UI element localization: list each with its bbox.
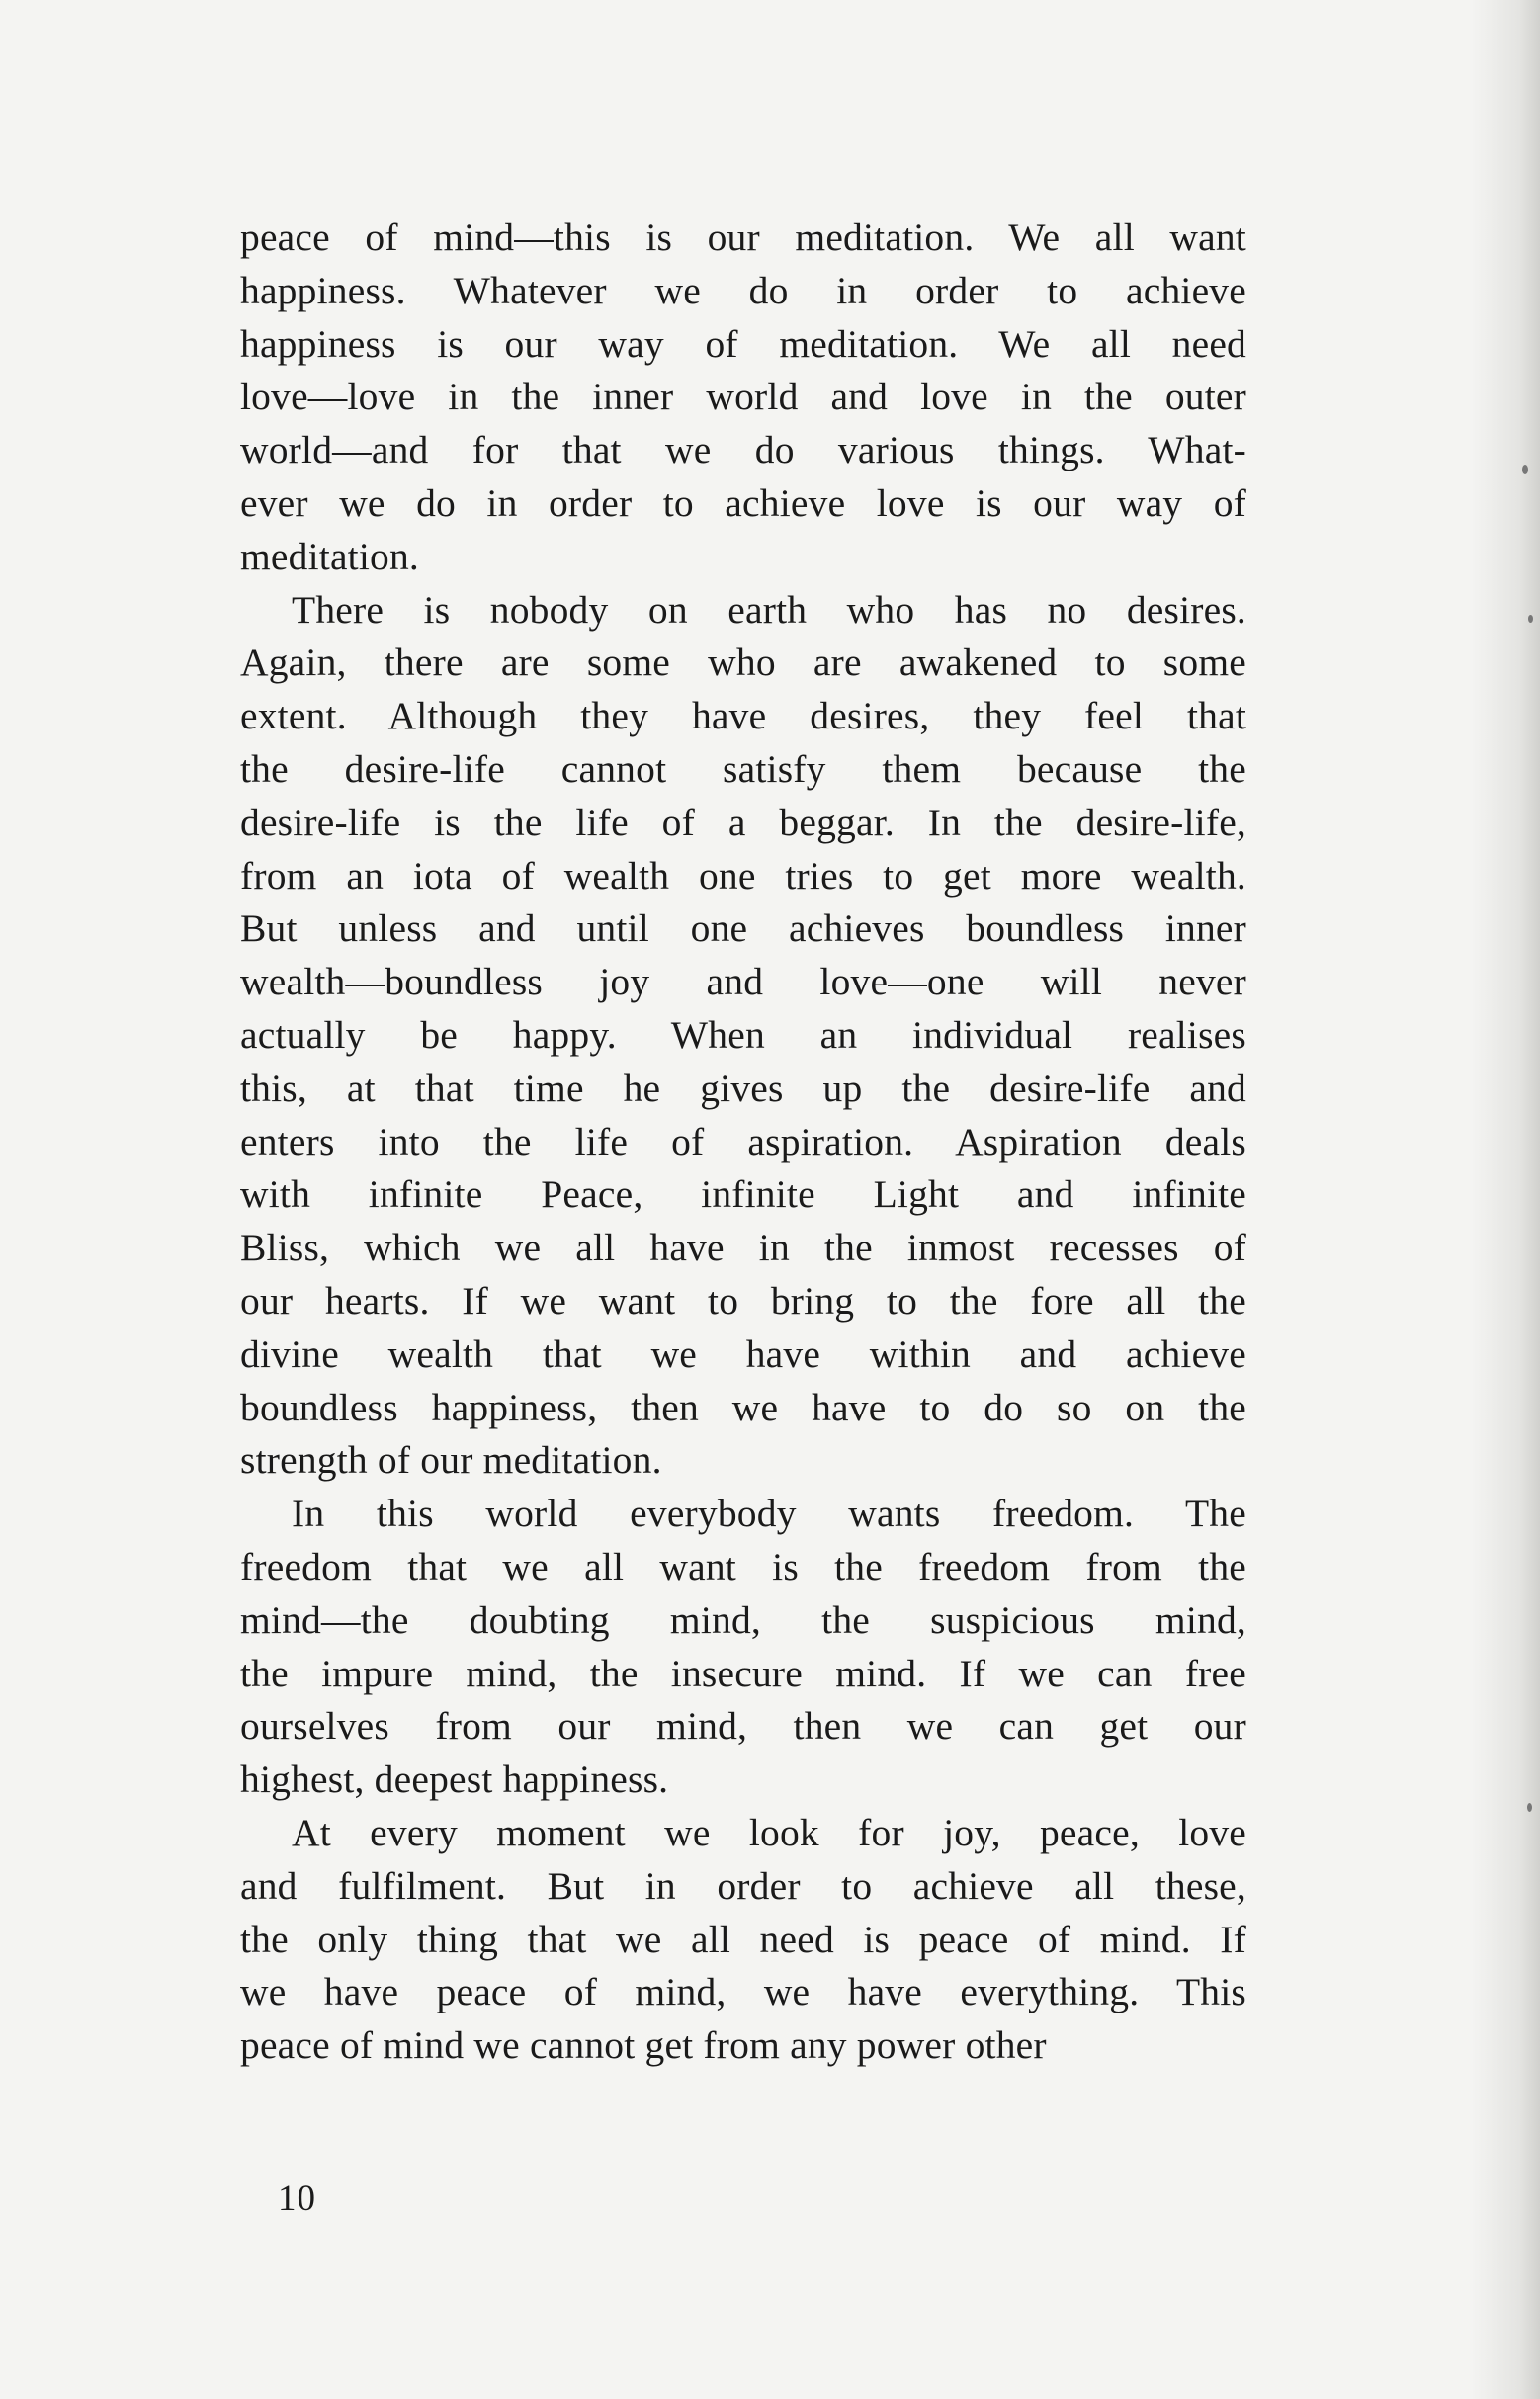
body-text: [240, 212, 1246, 2073]
text-line: freedom that we all want is the freedom from the: [240, 1544, 1246, 1588]
paper-speck: [1527, 1803, 1532, 1812]
text-line: and fulfilment. But in order to achieve all these,: [240, 1863, 1246, 1908]
text-line: mind—the doubting mind, the suspicious mind,: [240, 1597, 1246, 1642]
paragraph: [240, 584, 1246, 1489]
text-line: ourselves from our mind, then we can get our: [240, 1704, 1246, 1749]
text-line: the desire-life cannot satisfy them because the: [240, 746, 1246, 791]
text-line: meditation.: [240, 534, 420, 578]
text-line: the impure mind, the insecure mind. If we can free: [240, 1651, 1246, 1695]
text-line: wealth—boundless joy and love—one will never: [240, 960, 1246, 1004]
paragraph: [240, 1488, 1246, 1807]
paper-speck: [1528, 615, 1533, 623]
paper-speck: [1522, 465, 1528, 474]
text-line: boundless happiness, then we have to do so on the: [240, 1385, 1246, 1429]
text-line: strength of our meditation.: [240, 1438, 662, 1483]
text-line: peace of mind—this is our meditation. We all want: [240, 215, 1246, 259]
page-number: 10: [278, 2179, 316, 2219]
text-line: we have peace of mind, we have everything. This: [240, 1970, 1246, 2014]
text-line: highest, deepest happiness.: [240, 1757, 669, 1802]
text-line: actually be happy. When an individual realises: [240, 1012, 1246, 1057]
paragraph: [240, 212, 1246, 584]
text-line: desire-life is the life of a beggar. In the desire-life,: [240, 800, 1246, 844]
text-line: But unless and until one achieves boundless inner: [240, 906, 1246, 951]
text-line: At every moment we look for joy, peace, love: [292, 1810, 1246, 1854]
text-line: happiness. Whatever we do in order to achieve: [240, 268, 1246, 312]
text-line: enters into the life of aspiration. Aspiration deals: [240, 1119, 1246, 1163]
text-line: There is nobody on earth who has no desires.: [292, 587, 1246, 632]
text-line: Again, there are some who are awakened to some: [240, 641, 1246, 685]
text-line: from an iota of wealth one tries to get more wealth.: [240, 853, 1246, 898]
text-line: love—love in the inner world and love in the outer: [240, 375, 1246, 419]
text-line: divine wealth that we have within and achieve: [240, 1331, 1246, 1376]
text-line: the only thing that we all need is peace of mind. If: [240, 1917, 1246, 1961]
text-line: with infinite Peace, infinite Light and infinite: [240, 1172, 1246, 1217]
text-line: extent. Although they have desires, they feel that: [240, 694, 1246, 738]
text-line: our hearts. If we want to bring to the fore all the: [240, 1278, 1246, 1323]
text-line: Bliss, which we all have in the inmost recesses of: [240, 1226, 1246, 1270]
page-edge-shadow: [1471, 0, 1540, 2399]
text-line: happiness is our way of meditation. We all need: [240, 321, 1246, 366]
text-line: peace of mind we cannot get from any power other: [240, 2023, 1047, 2068]
text-line: this, at that time he gives up the desire-life and: [240, 1066, 1246, 1110]
text-line: world—and for that we do various things. What-: [240, 428, 1246, 472]
text-line: ever we do in order to achieve love is our way of: [240, 480, 1246, 525]
paragraph: [240, 1807, 1246, 2073]
text-line: In this world everybody wants freedom. The: [292, 1492, 1246, 1536]
